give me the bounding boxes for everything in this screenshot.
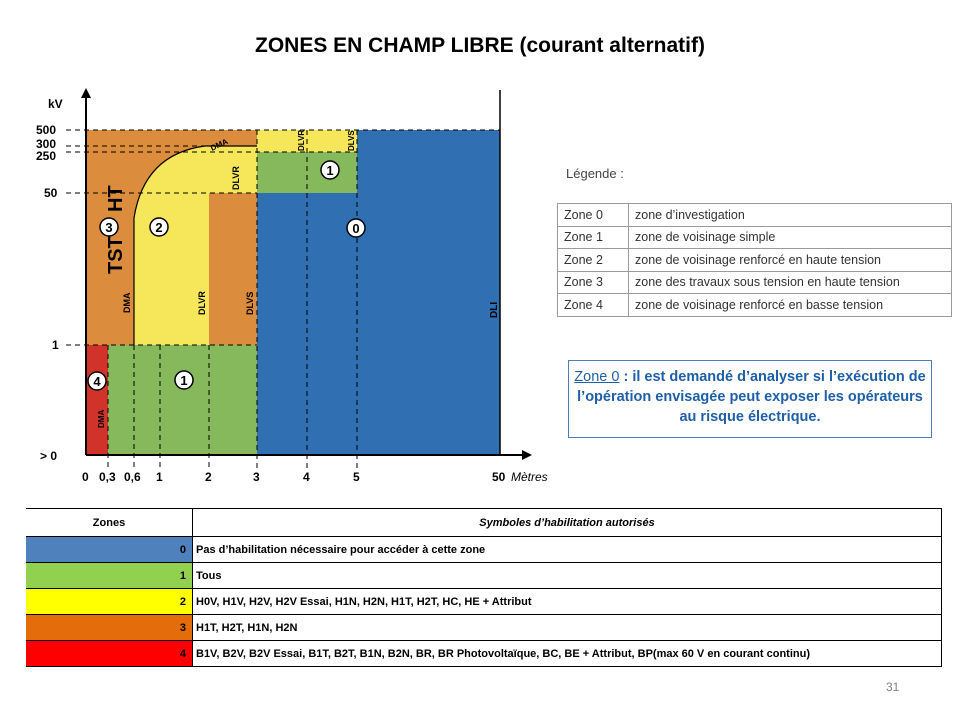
- symbols-cell: H0V, H1V, H2V, H2V Essai, H1N, H2N, H1T, H2T, HC, HE + Attribut: [193, 589, 942, 615]
- habilitation-row: [26, 589, 942, 615]
- legend-row: [558, 226, 952, 249]
- legend-row: [558, 204, 952, 227]
- header-symbols: Symboles d’habilitation autorisés: [193, 509, 942, 537]
- y-tick-0: > 0: [40, 449, 58, 463]
- legend-row: [558, 271, 952, 294]
- x-tick-50: 50: [492, 470, 506, 484]
- legend-zone: Zone 0: [558, 204, 629, 227]
- y-unit-label: kV: [48, 97, 63, 111]
- zone4-area: [86, 345, 108, 455]
- callout-text: : il est demandé d’analyser si l’exécution de l’opération envisagée peut exposer les opérateurs au risque électrique.: [577, 369, 926, 425]
- label-tst: TST: [105, 236, 127, 274]
- legend-zone: Zone 1: [558, 226, 629, 249]
- zone-number-cell: 4: [26, 641, 193, 667]
- zone-marker-0: [347, 219, 365, 237]
- zone-marker-1-upper: [321, 161, 339, 179]
- y-tick-300: 300: [36, 137, 57, 151]
- legend-table: [557, 203, 952, 317]
- label-dma-curve: DMA: [209, 136, 230, 153]
- legend-description: zone d’investigation: [629, 204, 952, 227]
- zone-number-cell: 2: [26, 589, 193, 615]
- habilitation-row: [26, 615, 942, 641]
- header-zones: Zones: [26, 509, 193, 537]
- x-tick-0-6: 0,6: [124, 470, 141, 484]
- zone-number-cell: 0: [26, 537, 193, 563]
- label-dlvr-top: DLVR: [297, 129, 306, 151]
- zone1-lower-area: [108, 345, 257, 455]
- svg-text:0: 0: [352, 221, 360, 236]
- svg-text:4: 4: [93, 374, 101, 389]
- x-unit-label: Mètres: [511, 470, 548, 484]
- page-title: ZONES EN CHAMP LIBRE (courant alternatif): [255, 34, 705, 57]
- legend-title: Légende :: [566, 166, 624, 181]
- svg-text:2: 2: [155, 220, 163, 235]
- label-dlvs-vert: DLVS: [245, 291, 255, 315]
- x-tick-2: 2: [205, 470, 212, 484]
- label-dma-low: DMA: [97, 409, 106, 428]
- callout-zone-label: Zone 0: [574, 369, 620, 385]
- x-tick-5: 5: [353, 470, 360, 484]
- habilitation-row: [26, 537, 942, 563]
- label-dli: DLI: [489, 301, 500, 318]
- habilitation-row: [26, 563, 942, 589]
- zone0-callout: [568, 360, 932, 438]
- zone-number-cell: 3: [26, 615, 193, 641]
- y-tick-1: 1: [52, 338, 59, 352]
- x-tick-0: 0: [82, 470, 89, 484]
- zone-marker-1-lower: [175, 371, 193, 389]
- x-tick-4: 4: [303, 470, 310, 484]
- svg-text:1: 1: [326, 163, 334, 178]
- x-tick-3: 3: [253, 470, 260, 484]
- legend-description: zone de voisinage simple: [629, 226, 952, 249]
- symbols-cell: Tous: [193, 563, 942, 589]
- zones-diagram: [0, 0, 560, 500]
- label-dlvr-vert: DLVR: [197, 291, 207, 315]
- x-axis-arrow: [522, 450, 532, 460]
- legend-zone: Zone 2: [558, 249, 629, 272]
- legend-row: [558, 294, 952, 317]
- legend-description: zone de voisinage renforcé en basse tension: [629, 294, 952, 317]
- legend-description: zone des travaux sous tension en haute tension: [629, 271, 952, 294]
- zone-marker-4: [88, 372, 106, 390]
- x-tick-0-3: 0,3: [99, 470, 116, 484]
- legend-row: [558, 249, 952, 272]
- legend-description: zone de voisinage renforcé en haute tension: [629, 249, 952, 272]
- legend-zone: Zone 3: [558, 271, 629, 294]
- zone-marker-2: [150, 218, 168, 236]
- label-ht: HT: [105, 185, 127, 212]
- habilitation-header-row: [26, 509, 942, 537]
- y-tick-500: 500: [36, 123, 57, 137]
- y-axis-arrow: [81, 88, 91, 98]
- svg-text:3: 3: [105, 220, 113, 235]
- symbols-cell: Pas d’habilitation nécessaire pour accéder à cette zone: [193, 537, 942, 563]
- label-dlvr-mid: DLVR: [231, 166, 241, 190]
- zone-number-cell: 1: [26, 563, 193, 589]
- svg-text:1: 1: [180, 373, 188, 388]
- habilitation-table: [26, 508, 942, 667]
- page-number: 31: [886, 680, 900, 694]
- legend-zone: Zone 4: [558, 294, 629, 317]
- label-dma-mid: DMA: [122, 292, 132, 313]
- y-tick-50: 50: [44, 186, 58, 200]
- symbols-cell: B1V, B2V, B2V Essai, B1T, B2T, B1N, B2N, BR, BR Photovoltaïque, BC, BE + Attribut, BP(max 60 V en courant continu): [193, 641, 942, 667]
- zone-marker-3: [100, 218, 118, 236]
- habilitation-row: [26, 641, 942, 667]
- symbols-cell: H1T, H2T, H1N, H2N: [193, 615, 942, 641]
- x-tick-1: 1: [156, 470, 163, 484]
- label-dlvs-top: DLVS: [347, 130, 356, 151]
- y-tick-250: 250: [36, 149, 57, 163]
